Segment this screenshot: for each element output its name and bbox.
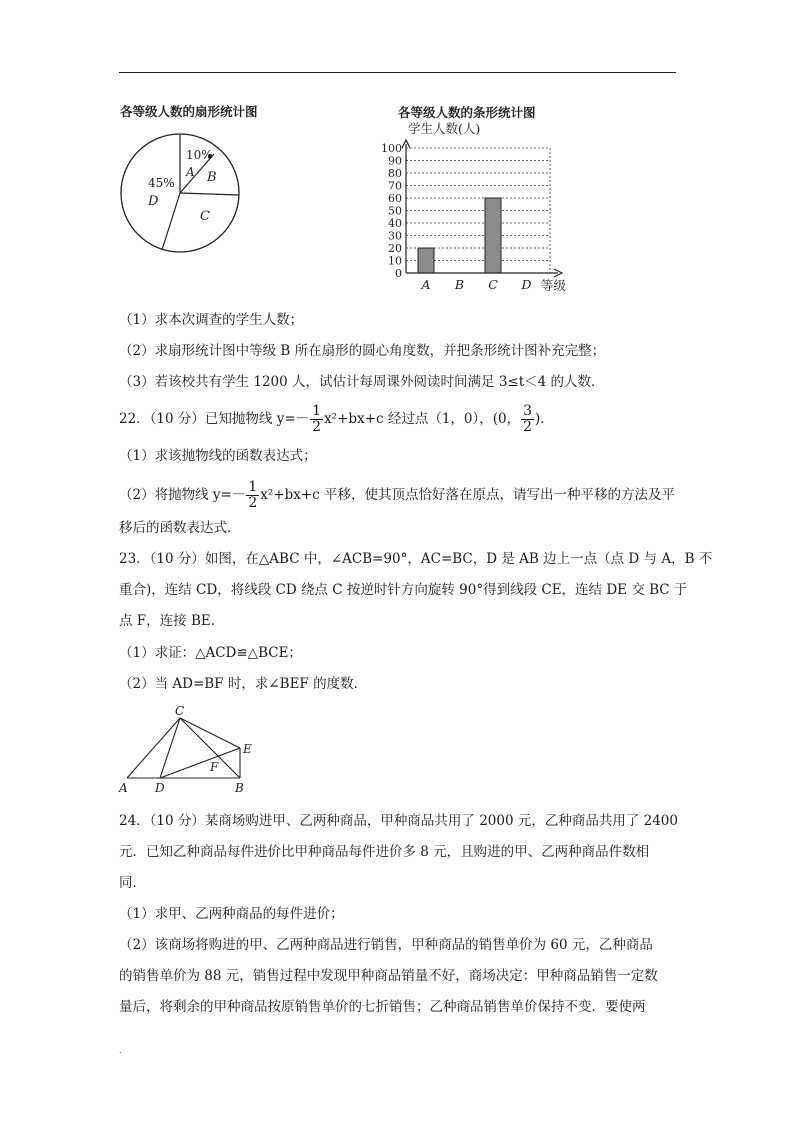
bar-y-tick-10: 10	[388, 254, 402, 268]
q24-line2: 元．已知乙种商品每件进价比甲种商品每件进价多 8 元，且购进的甲、乙两种商品件数相	[119, 844, 650, 860]
segment-a-c	[127, 718, 180, 778]
bar-c	[485, 198, 501, 273]
bar-category-b: B	[454, 277, 465, 292]
q22-fraction-3	[246, 480, 259, 511]
q24-part2-line3: 量后，将剩余的甲种商品按原销售单价的七折销售；乙种商品销售单价保持不变．要使两	[119, 999, 646, 1015]
q22-part1: （1）求该抛物线的函数表达式；	[119, 448, 317, 464]
q22-fraction-2-den: 2	[523, 419, 533, 435]
q21-part2: （2）求扇形统计图中等级 B 所在扇形的圆心角度数，并把条形统计图补充完整；	[119, 343, 606, 359]
pie-label-c: C	[200, 209, 210, 224]
q22-part2-b: x²+bx+c 平移，使其顶点恰好落在原点，请写出一种平移的方法及平	[260, 487, 676, 503]
bar-chart	[368, 118, 588, 298]
pie-chart-title: 各等级人数的扇形统计图	[120, 104, 258, 119]
q24-part2-line1: （2）该商场将购进的甲、乙两种商品进行销售，甲种商品的销售单价为 60 元，乙种商品	[119, 937, 653, 953]
q22-part2-continued: 移后的函数表达式．	[119, 520, 241, 536]
pie-label-b: B	[207, 170, 217, 185]
segment-c-e	[180, 718, 240, 748]
q23-part2: （2）当 AD=BF 时，求∠BEF 的度数．	[119, 676, 368, 692]
point-label-a: A	[119, 781, 128, 795]
point-label-e: E	[243, 742, 252, 756]
pie-label-d: D	[148, 194, 159, 209]
bar-y-tick-50: 50	[388, 204, 402, 218]
bar-y-tick-60: 60	[388, 192, 402, 205]
bar-x-axis-label: 等级	[541, 278, 567, 293]
q23-line2: 重合)，连结 CD，将线段 CD 绕点 C 按逆时针方向旋转 90°得到线段 CE，连结 DE 交 BC 于	[119, 582, 688, 598]
point-label-c: C	[175, 704, 185, 718]
segment-c-d	[160, 718, 180, 778]
bar-y-axis-label: 学生人数(人)	[408, 121, 481, 136]
q22-part2	[119, 478, 675, 512]
q23-geometry-figure	[115, 703, 265, 798]
q22-fraction-2	[521, 404, 534, 435]
bar-y-tick-90: 90	[388, 154, 402, 168]
q22-stem-c: )．	[535, 411, 554, 427]
pie-divider-b-c	[180, 193, 239, 195]
bar-y-tick-40: 40	[388, 217, 402, 230]
q22-fraction-2-num: 3	[523, 403, 533, 419]
bar-category-d: D	[521, 277, 532, 292]
q22-fraction-1-den: 2	[312, 419, 322, 435]
pie-chart	[118, 130, 248, 254]
footer-mark: .	[119, 1046, 122, 1055]
q23-line1: 23．（10 分）如图，在△ABC 中，∠ACB=90°，AC=BC，D 是 AB 边上一点（点 D 与 A，B 不	[119, 551, 713, 567]
point-label-b: B	[235, 781, 244, 795]
bar-a	[418, 248, 434, 273]
q22-fraction-3-num: 1	[248, 479, 258, 495]
q24-line3: 同．	[119, 875, 146, 891]
q22-fraction-1-num: 1	[312, 403, 322, 419]
bar-y-tick-70: 70	[388, 179, 402, 193]
segment-d-e	[160, 748, 240, 778]
q24-part1: （1）求甲、乙两种商品的每件进价；	[119, 906, 344, 922]
q22-fraction-3-den: 2	[248, 495, 258, 511]
bar-y-tick-labels	[381, 142, 402, 280]
bar-category-labels	[420, 277, 531, 292]
q21-part1: （1）求本次调查的学生人数；	[119, 312, 304, 328]
bar-category-c: C	[488, 277, 498, 292]
pie-label-pct-d: 45%	[148, 176, 175, 190]
q24-line1: 24．（10 分）某商场购进甲、乙两种商品，甲种商品共用了 2000 元，乙种商品共用了 2400	[119, 813, 678, 829]
bar-category-a: A	[421, 277, 431, 292]
point-label-f: F	[210, 760, 219, 774]
q22-fraction-1	[310, 404, 323, 435]
q23-part1: （1）求证：△ACD≌△BCE；	[119, 645, 302, 661]
q22-stem	[119, 402, 554, 436]
bar-y-tick-30: 30	[388, 229, 402, 243]
header-rule	[119, 72, 676, 73]
pie-divider-c-d	[162, 193, 180, 250]
bar-y-tick-80: 80	[388, 167, 402, 180]
pie-label-a: A	[186, 165, 195, 179]
bar-chart-title: 各等级人数的条形统计图	[398, 105, 536, 120]
bar-y-tick-100: 100	[381, 142, 402, 155]
q22-part2-a: （2）将抛物线 y=－	[119, 487, 246, 503]
bar-y-tick-20: 20	[388, 242, 402, 255]
q22-stem-a: 22．（10 分）已知抛物线 y=－	[119, 411, 310, 427]
q24-part2-line2: 的销售单价为 88 元，销售过程中发现甲种商品销量不好，商场决定：甲种商品销售一定数	[119, 968, 658, 984]
bar-y-tick-0: 0	[395, 267, 402, 280]
q21-part3: （3）若该校共有学生 1200 人，试估计每周课外阅读时间满足 3≤t＜4 的人数．	[119, 374, 605, 390]
q23-line3: 点 F，连接 BE．	[119, 613, 225, 629]
q22-stem-b: x²+bx+c 经过点（1，0），(0，	[324, 411, 521, 427]
pie-label-pct-a: 10%	[186, 148, 213, 162]
point-label-d: D	[155, 781, 165, 795]
